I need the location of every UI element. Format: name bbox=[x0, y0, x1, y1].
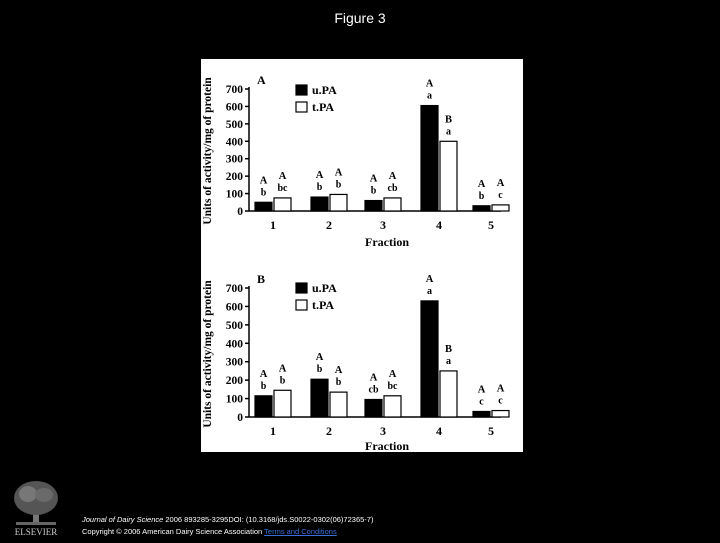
chart2-y-tick-label: 500 bbox=[225, 319, 243, 332]
chart2-y-tick-label: 100 bbox=[225, 393, 243, 406]
chart1-bar-lower-letter: c bbox=[498, 189, 503, 201]
chart1-y-tick-label: 200 bbox=[225, 171, 243, 184]
chart2-bar-upper-letter: A bbox=[425, 273, 434, 285]
chart1-bar-upper-letter: A bbox=[334, 167, 343, 179]
chart1-y-tick-label: 400 bbox=[225, 136, 243, 149]
chart1-bar-lower-letter: b bbox=[370, 185, 377, 197]
chart2-x-tick-label: 1 bbox=[270, 424, 276, 438]
chart2-bar-tpa bbox=[384, 396, 401, 417]
chart1-y-tick-label: 600 bbox=[225, 101, 243, 114]
chart2-bar-upper-letter: A bbox=[388, 368, 397, 380]
chart2-bar-upper-letter: A bbox=[278, 363, 287, 375]
chart2-y-tick-label: 600 bbox=[225, 301, 243, 314]
chart1-y-tick-label: 100 bbox=[225, 188, 243, 201]
chart1-x-tick-label: 1 bbox=[270, 218, 276, 232]
chart1-bar-upper-letter: A bbox=[278, 170, 287, 182]
chart2-bar-lower-letter: cb bbox=[368, 384, 379, 396]
chart2-x-tick-label: 3 bbox=[380, 424, 386, 438]
chart2-bar-upper-letter: A bbox=[369, 372, 378, 384]
chart2-bar-lower-letter: a bbox=[427, 285, 432, 297]
chart2-bar-upper-letter: A bbox=[334, 365, 343, 377]
chart2-bar-upa bbox=[365, 399, 382, 417]
chart1-y-tick-label: 300 bbox=[225, 153, 243, 166]
chart2-bar-tpa bbox=[492, 411, 509, 417]
chart1-bar-tpa bbox=[274, 198, 291, 211]
chart2-bar-lower-letter: b bbox=[335, 377, 342, 389]
tree-icon bbox=[6, 478, 66, 538]
chart2-bar-lower-letter: b bbox=[260, 380, 267, 392]
chart1-bar-lower-letter: b bbox=[260, 187, 267, 199]
chart2-x-tick-label: 2 bbox=[326, 424, 332, 438]
chart1-bar-tpa bbox=[384, 198, 401, 211]
chart1-x-tick-label: 3 bbox=[380, 218, 386, 232]
chart1-panel-label: A bbox=[257, 73, 266, 87]
chart2-bar-upa bbox=[473, 411, 490, 417]
chart1-bar-upa bbox=[255, 202, 272, 211]
chart2-bar-lower-letter: c bbox=[498, 395, 503, 407]
chart1-x-tick-label: 2 bbox=[326, 218, 332, 232]
chart1-bar-tpa bbox=[330, 194, 347, 211]
chart2-panel-label: B bbox=[257, 272, 266, 286]
chart1-bar-lower-letter: b bbox=[316, 182, 323, 194]
chart1-y-tick-label: 500 bbox=[225, 118, 243, 131]
chart2-bar-upper-letter: A bbox=[477, 384, 486, 396]
chart2-bar-upa bbox=[421, 301, 438, 417]
citation-text: 2006 893285-3295DOI: (10.3168/jds.S0022-0302(06)72365-7) bbox=[163, 515, 374, 524]
terms-link[interactable]: Terms and Conditions bbox=[264, 527, 337, 536]
figure-panel bbox=[201, 59, 523, 452]
chart2-bar-upa bbox=[255, 396, 272, 417]
chart1-legend-label: u.PA bbox=[312, 83, 337, 97]
chart1-bar-lower-letter: bc bbox=[277, 182, 288, 194]
chart1-bar-upa bbox=[421, 106, 438, 211]
footer bbox=[82, 514, 373, 538]
elsevier-wordmark: ELSEVIER bbox=[14, 527, 58, 537]
copyright-text: Copyright © 2006 American Dairy Science Association bbox=[82, 527, 263, 536]
chart2-bar-lower-letter: a bbox=[446, 355, 451, 367]
chart2-legend-label: t.PA bbox=[312, 298, 335, 312]
chart1-bar-upa bbox=[365, 201, 382, 211]
chart1-x-axis-label: Fraction bbox=[365, 235, 409, 249]
chart2-bar-tpa bbox=[330, 392, 347, 417]
chart2-bar-upa bbox=[311, 379, 328, 417]
chart2-bar-lower-letter: b bbox=[279, 375, 286, 387]
chart2-bar-tpa bbox=[274, 390, 291, 417]
chart2-legend-swatch bbox=[296, 283, 307, 293]
chart1-x-tick-label: 4 bbox=[436, 218, 442, 232]
chart2-y-tick-label: 700 bbox=[225, 283, 243, 295]
chart1-bar-lower-letter: b bbox=[335, 179, 342, 191]
chart1-legend-label: t.PA bbox=[312, 100, 335, 114]
chart1-legend-swatch bbox=[296, 85, 307, 95]
chart2-x-tick-label: 4 bbox=[436, 424, 442, 438]
chart1-bar-upper-letter: A bbox=[477, 178, 486, 190]
chart2-x-axis-label: Fraction bbox=[365, 439, 409, 452]
chart1-bar-lower-letter: a bbox=[446, 126, 451, 138]
chart1-bar-upper-letter: A bbox=[259, 175, 268, 187]
chart2-bar-lower-letter: bc bbox=[387, 380, 398, 392]
chart2-bar-upper-letter: B bbox=[444, 343, 453, 355]
chart1-bar-upa bbox=[473, 206, 490, 211]
chart2-y-tick-label: 200 bbox=[225, 375, 243, 388]
chart2-y-tick-label: 300 bbox=[225, 356, 243, 369]
copyright-line bbox=[82, 526, 373, 538]
chart2-legend-label: u.PA bbox=[312, 281, 337, 295]
chart1-bar-upper-letter: A bbox=[425, 78, 434, 90]
chart1-y-axis-label: Units of activity/mg of protein bbox=[202, 77, 214, 225]
chart1-bar-upper-letter: A bbox=[388, 170, 397, 182]
chart2-bar-upper-letter: A bbox=[496, 383, 505, 395]
chart1-bar-lower-letter: a bbox=[427, 90, 432, 102]
citation-line bbox=[82, 514, 373, 526]
chart2-y-tick-label: 0 bbox=[237, 412, 243, 424]
chart2-legend-swatch bbox=[296, 300, 307, 310]
chart2-bar-upper-letter: A bbox=[259, 368, 268, 380]
chart2-y-axis-label: Units of activity/mg of protein bbox=[202, 280, 214, 428]
chart1-legend-swatch bbox=[296, 102, 307, 112]
chart1-y-tick-label: 0 bbox=[237, 206, 243, 218]
chart1-bar-upper-letter: B bbox=[444, 114, 453, 126]
journal-name: Journal of Dairy Science bbox=[82, 515, 164, 524]
chart1-bar-upper-letter: A bbox=[315, 170, 324, 182]
chart1-bar-upa bbox=[311, 197, 328, 211]
chart2-bar-upper-letter: A bbox=[315, 352, 324, 364]
chart1-bar-upper-letter: A bbox=[369, 173, 378, 185]
chart1-bar-lower-letter: cb bbox=[387, 182, 398, 194]
chart1-y-tick-label: 700 bbox=[225, 84, 243, 96]
chart2-bar-lower-letter: b bbox=[316, 364, 323, 376]
chart1-bar-tpa bbox=[440, 141, 457, 211]
chart2-x-tick-label: 5 bbox=[488, 424, 494, 438]
chart1-bar-tpa bbox=[492, 205, 509, 211]
chart1-bar-upper-letter: A bbox=[496, 177, 505, 189]
bar-charts bbox=[201, 59, 523, 452]
chart2-bar-tpa bbox=[440, 371, 457, 417]
slide-title: Figure 3 bbox=[334, 10, 386, 26]
chart2-bar-lower-letter: c bbox=[479, 396, 484, 408]
chart1-bar-lower-letter: b bbox=[478, 190, 485, 202]
chart1-x-tick-label: 5 bbox=[488, 218, 494, 232]
elsevier-logo bbox=[6, 478, 66, 538]
chart2-y-tick-label: 400 bbox=[225, 338, 243, 351]
